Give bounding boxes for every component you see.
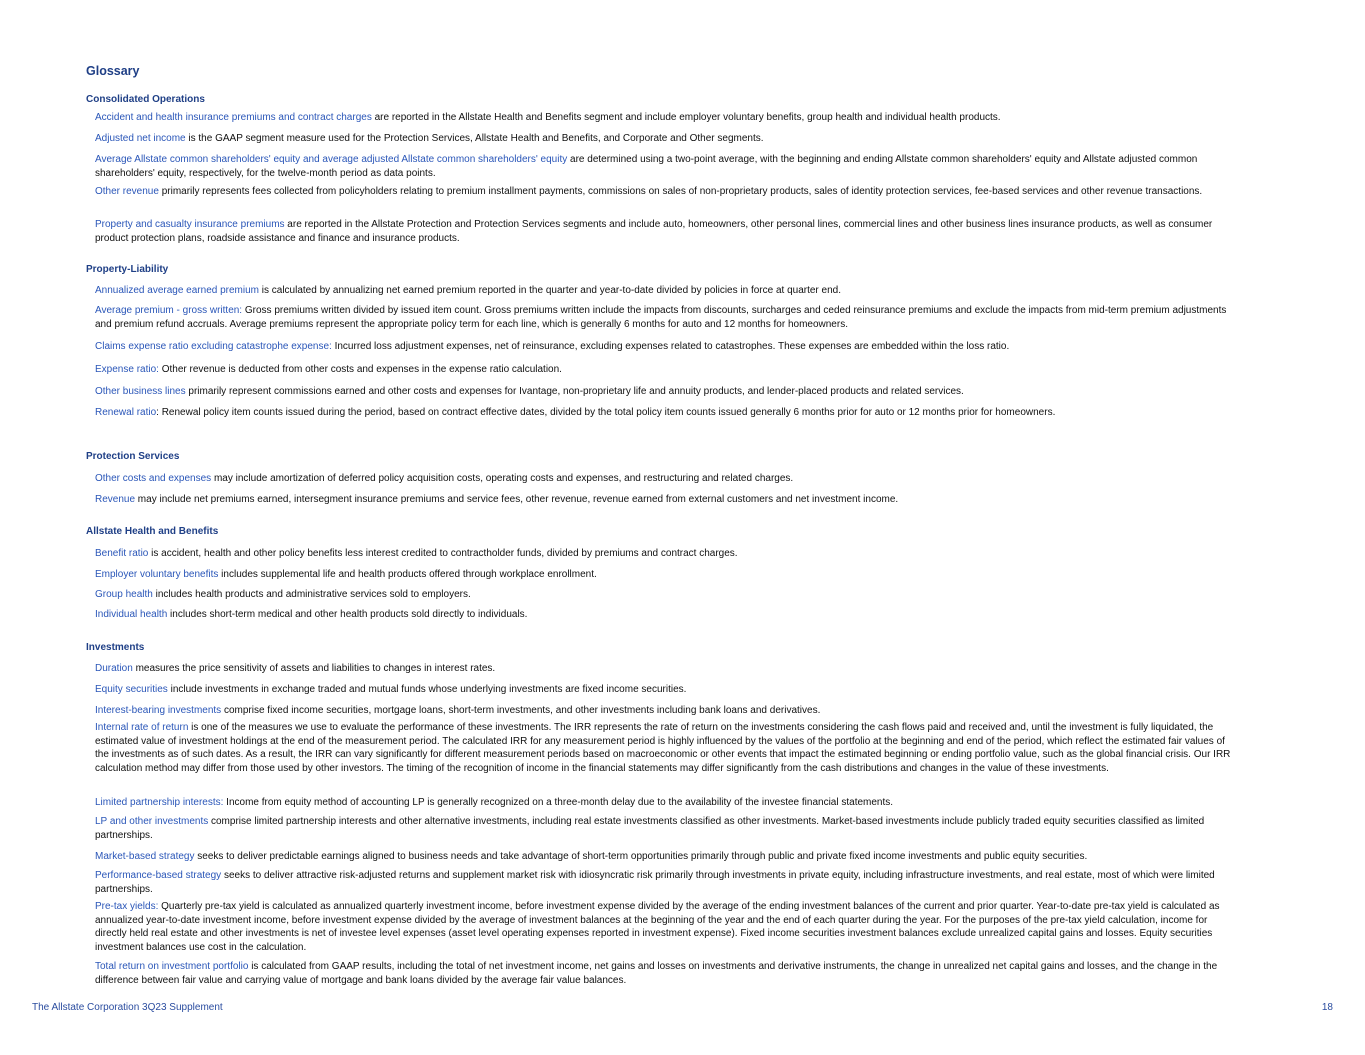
glossary-entry	[95, 406, 1241, 420]
section-heading-investments: Investments	[86, 642, 145, 653]
glossary-definition: seeks to deliver predictable earnings aligned to business needs and take advantage of short-term opportunities primarily through public and private fixed income investments and public equity securities.	[194, 851, 1088, 862]
glossary-definition: is one of the measures we use to evaluate the performance of these investments. The IRR represents the rate of return on the investments considering the cash flows paid and received and, until the investment is fully liquidated, the estimated value of investment holdings at the end of the measurement period. The calculated IRR for any measurement period is highly influenced by the values of the portfolio at the beginning and end of the period, which reflect the estimated fair values of the investments as of such dates. As a result, the IRR can vary significantly for different measurement periods based on macroeconomic or other events that impact the estimated beginning or ending portfolio value, such as the global financial crisis. Our IRR calculation method may differ from those used by other investors. The timing of the recognition of income in the financial statements may differ significantly from the cash distributions and changes in the value of these investments.	[95, 722, 1231, 774]
glossary-term: Total return on investment portfolio	[95, 961, 249, 972]
glossary-entry	[95, 472, 1241, 486]
glossary-entry	[95, 568, 1241, 582]
glossary-entry	[95, 284, 1241, 298]
glossary-term: Duration	[95, 663, 133, 674]
glossary-entry	[95, 153, 1241, 180]
glossary-entry	[95, 900, 1241, 954]
glossary-definition: comprise limited partnership interests and other alternative investments, including real estate investments classified as other investments. Market-based investments include publicly traded equity securities classified as limited partnerships.	[95, 816, 1205, 841]
glossary-definition: may include net premiums earned, intersegment insurance premiums and service fees, other revenue, revenue earned from external customers and net investment income.	[135, 494, 899, 505]
glossary-term: Performance-based strategy	[95, 870, 222, 881]
glossary-term: Adjusted net income	[95, 133, 186, 144]
glossary-entry	[95, 683, 1241, 697]
glossary-entry	[95, 608, 1241, 622]
glossary-term: Accident and health insurance premiums and contract charges	[95, 112, 372, 123]
glossary-definition: includes supplemental life and health products offered through workplace enrollment.	[218, 569, 597, 580]
glossary-definition: : Renewal policy item counts issued during the period, based on contract effective dates, divided by the total policy item counts issued generally 6 months prior for auto or 12 months prior for homeowners.	[156, 407, 1056, 418]
glossary-definition: include investments in exchange traded and mutual funds whose underlying investments are fixed income securities.	[167, 684, 687, 695]
glossary-definition: Gross premiums written divided by issued item count. Gross premiums written include the impacts from discounts, surcharges and ceded reinsurance premiums and exclude the impacts from mid-term premium adjustments and premium refund accruals. Average premiums represent the appropriate policy term for each line, which is generally 6 months for auto and 12 months for homeowners.	[95, 305, 1227, 330]
glossary-entry	[95, 218, 1241, 245]
glossary-entry	[95, 185, 1241, 199]
glossary-definition: are reported in the Allstate Health and Benefits segment and include employer voluntary benefits, group health and individual health products.	[371, 112, 1001, 123]
glossary-entry	[95, 304, 1241, 331]
glossary-term: Pre-tax yields:	[95, 901, 159, 912]
glossary-term: Internal rate of return	[95, 722, 189, 733]
glossary-term: Average premium - gross written:	[95, 305, 243, 316]
glossary-term: Revenue	[95, 494, 136, 505]
section-heading-allstate-health-and-benefits: Allstate Health and Benefits	[86, 526, 219, 537]
section-heading-property-liability: Property-Liability	[86, 264, 169, 275]
glossary-definition: Income from equity method of accounting LP is generally recognized on a three-month delay due to the availability of the investee financial statements.	[223, 797, 894, 808]
glossary-entry	[95, 850, 1241, 864]
glossary-definition: Incurred loss adjustment expenses, net of reinsurance, excluding expenses related to catastrophes. These expenses are embedded within the loss ratio.	[331, 341, 1010, 352]
glossary-definition: seeks to deliver attractive risk-adjusted returns and supplement market risk with idiosyncratic risk primarily through investments in private equity, including infrastructure investments, and real estate, most of which were limited partnerships.	[95, 870, 1215, 895]
glossary-term: Individual health	[95, 609, 168, 620]
glossary-entry	[95, 796, 1241, 810]
glossary-definition: measures the price sensitivity of assets and liabilities to changes in interest rates.	[132, 663, 496, 674]
glossary-term: Renewal ratio	[95, 407, 157, 418]
glossary-entry	[95, 704, 1241, 718]
glossary-term: Average Allstate common shareholders' equity and average adjusted Allstate common shareholders' equity	[95, 154, 568, 165]
glossary-entry	[95, 363, 1241, 377]
glossary-definition: primarily represent commissions earned and other costs and expenses for Ivantage, non-proprietary life and annuity products, and lender-placed products and related services.	[185, 386, 964, 397]
glossary-definition: comprise fixed income securities, mortgage loans, short-term investments, and other investments including bank loans and derivatives.	[221, 705, 821, 716]
glossary-entry	[95, 111, 1241, 125]
glossary-term: Claims expense ratio excluding catastrophe expense:	[95, 341, 332, 352]
glossary-entry	[95, 340, 1241, 354]
glossary-entry	[95, 815, 1241, 842]
glossary-entry	[95, 662, 1241, 676]
glossary-definition: includes health products and administrative services sold to employers.	[152, 589, 471, 600]
glossary-term: Other costs and expenses	[95, 473, 212, 484]
glossary-definition: is calculated from GAAP results, including the total of net investment income, net gains and losses on investments and derivative instruments, the change in unrealized net capital gains and losses, and the change in the difference between fair value and carrying value of mortgage and bank loans divided by the average fair value balances.	[95, 961, 1218, 986]
glossary-definition: are reported in the Allstate Protection and Protection Services segments and include auto, homeowners, other personal lines, commercial lines and other business lines insurance products, as well as consumer product protection plans, roadside assistance and finance and insurance products.	[95, 219, 1213, 244]
footer-document-title: The Allstate Corporation 3Q23 Supplement	[32, 1002, 223, 1013]
glossary-entry	[95, 493, 1241, 507]
glossary-term: LP and other investments	[95, 816, 209, 827]
glossary-entry	[95, 960, 1241, 987]
section-heading-protection-services: Protection Services	[86, 451, 180, 462]
glossary-definition: are determined using a two-point average, with the beginning and ending Allstate common shareholders' equity and Allstate adjusted common shareholders' equity, respectively, for the twelve-month period as data points.	[95, 154, 1198, 179]
glossary-definition: Quarterly pre-tax yield is calculated as annualized quarterly investment income, before investment expense divided by the average of the ending investment balances of the current and prior quarter. Year-to-date pre-tax yield is calculated as annualized year-to-date investment income, before investment expense divided by the average of investment balances at the beginning of the year and the end of each quarter during the year. For the purposes of the pre-tax yield calculation, income for directly held real estate and other investments is net of investee level expenses (asset level operating expenses reported in investment expense). Fixed income securities investment balances exclude unrealized capital gains and losses. Equity securities investment balances use cost in the calculation.	[95, 901, 1220, 953]
glossary-entry	[95, 588, 1241, 602]
glossary-entry	[95, 869, 1241, 896]
glossary-term: Other revenue	[95, 186, 159, 197]
footer-page-number: 18	[1321, 1002, 1333, 1013]
glossary-term: Property and casualty insurance premiums	[95, 219, 285, 230]
section-heading-consolidated-operations: Consolidated Operations	[86, 94, 205, 105]
glossary-term: Market-based strategy	[95, 851, 195, 862]
glossary-term: Interest-bearing investments	[95, 705, 222, 716]
glossary-term: Group health	[95, 589, 153, 600]
glossary-definition: may include amortization of deferred policy acquisition costs, operating costs and expenses, and restructuring and related charges.	[211, 473, 794, 484]
glossary-term: Limited partnership interests:	[95, 797, 224, 808]
glossary-definition: is accident, health and other policy benefits less interest credited to contractholder funds, divided by premiums and contract charges.	[148, 548, 738, 559]
glossary-term: Expense ratio:	[95, 364, 159, 375]
glossary-definition: is calculated by annualizing net earned premium reported in the quarter and year-to-date divided by policies in force at quarter end.	[259, 285, 842, 296]
glossary-term: Other business lines	[95, 386, 186, 397]
glossary-definition: includes short-term medical and other health products sold directly to individuals.	[167, 609, 528, 620]
glossary-entry	[95, 385, 1241, 399]
glossary-term: Employer voluntary benefits	[95, 569, 219, 580]
glossary-entry	[95, 132, 1241, 146]
glossary-term: Annualized average earned premium	[95, 285, 259, 296]
glossary-entry	[95, 721, 1241, 775]
glossary-definition: primarily represents fees collected from policyholders relating to premium installment payments, commissions on sales of non-proprietary products, sales of identity protection services, fee-based services and other revenue transactions.	[158, 186, 1203, 197]
glossary-entry	[95, 547, 1241, 561]
glossary-definition: Other revenue is deducted from other costs and expenses in the expense ratio calculation.	[158, 364, 562, 375]
glossary-definition: is the GAAP segment measure used for the Protection Services, Allstate Health and Benefits, and Corporate and Other segments.	[185, 133, 764, 144]
page-title: Glossary	[86, 64, 140, 78]
glossary-term: Equity securities	[95, 684, 168, 695]
glossary-term: Benefit ratio	[95, 548, 149, 559]
